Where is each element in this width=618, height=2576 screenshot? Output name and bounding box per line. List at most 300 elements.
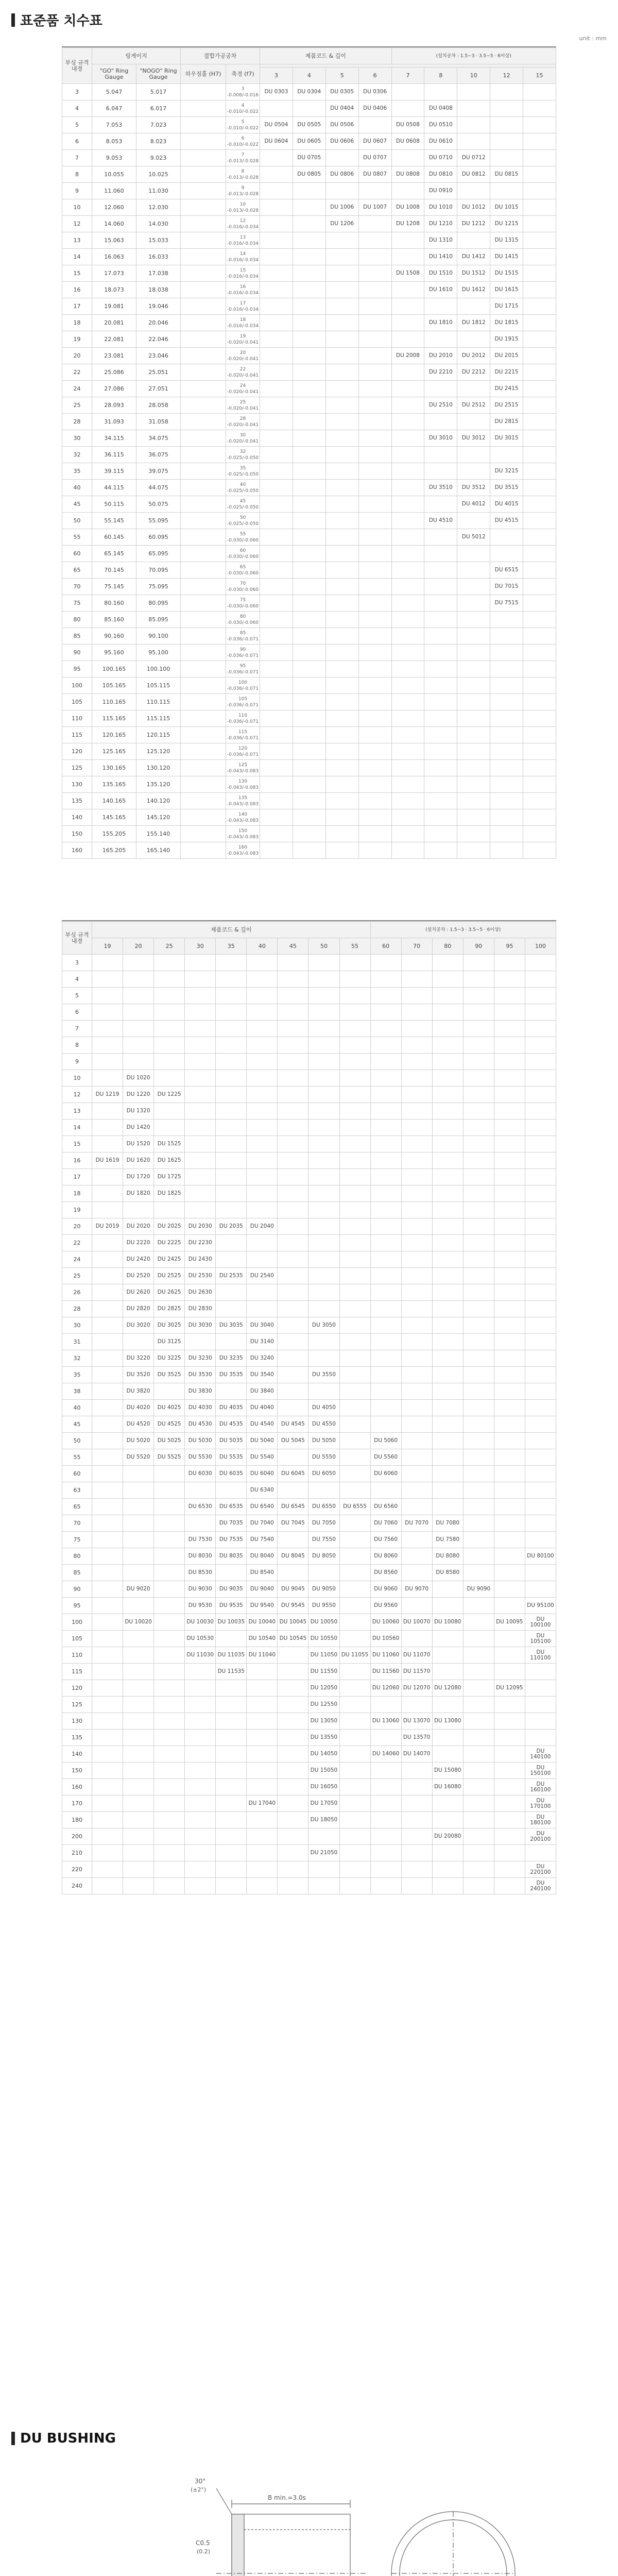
code-cell xyxy=(358,809,391,826)
code-cell xyxy=(92,1779,123,1795)
size-cell: 25 xyxy=(62,397,92,414)
code-cell xyxy=(339,1103,370,1120)
code-cell xyxy=(260,826,293,842)
code-cell: DU 7070 xyxy=(401,1515,432,1532)
code-cell xyxy=(293,579,325,595)
code-cell xyxy=(308,1004,339,1021)
code-cell xyxy=(463,1087,494,1103)
angle-sub: (±2°) xyxy=(191,2486,207,2493)
code-cell xyxy=(391,480,424,496)
code-cell xyxy=(523,694,556,710)
code-cell xyxy=(490,117,523,133)
code-cell xyxy=(401,1795,432,1812)
code-cell xyxy=(523,166,556,183)
code-cell xyxy=(260,677,293,694)
code-cell: DU 2210 xyxy=(424,364,457,381)
code-cell xyxy=(293,199,325,216)
code-cell xyxy=(185,1680,216,1697)
code-cell xyxy=(463,1482,494,1499)
code-cell xyxy=(525,1301,556,1317)
code-cell xyxy=(358,595,391,612)
code-cell xyxy=(185,1070,216,1087)
code-cell: DU 1412 xyxy=(457,249,490,265)
code-cell: DU 10070 xyxy=(401,1614,432,1631)
code-cell: DU 4530 xyxy=(185,1416,216,1433)
code-cell xyxy=(463,1120,494,1136)
code-cell xyxy=(432,1334,463,1350)
size-cell: 5 xyxy=(62,988,92,1004)
code-cell xyxy=(432,1251,463,1268)
code-cell xyxy=(339,1466,370,1482)
code-cell xyxy=(308,1301,339,1317)
code-cell xyxy=(463,1598,494,1614)
table-row xyxy=(62,809,556,826)
code-cell: DU 8045 xyxy=(278,1548,308,1565)
nogo-gauge-cell: 20.046 xyxy=(136,315,181,331)
code-cell xyxy=(401,1136,432,1153)
nogo-gauge-cell: 105.115 xyxy=(136,677,181,694)
code-cell xyxy=(308,1169,339,1185)
code-cell xyxy=(260,430,293,447)
code-cell: DU 1508 xyxy=(391,265,424,282)
code-cell xyxy=(494,1795,525,1812)
code-cell xyxy=(247,1103,278,1120)
code-cell xyxy=(247,1301,278,1317)
code-cell xyxy=(523,727,556,743)
code-cell: DU 105100 xyxy=(525,1631,556,1647)
code-cell xyxy=(457,232,490,249)
nogo-gauge-cell: 50.075 xyxy=(136,496,181,513)
code-cell xyxy=(278,1317,308,1334)
code-cell xyxy=(525,1730,556,1746)
code-cell xyxy=(523,562,556,579)
code-cell xyxy=(370,1284,401,1301)
code-cell xyxy=(494,988,525,1004)
code-cell xyxy=(494,1317,525,1334)
size-cell: 90 xyxy=(62,645,92,661)
code-cell xyxy=(358,364,391,381)
code-cell xyxy=(123,1631,154,1647)
nogo-gauge-cell: 70.095 xyxy=(136,562,181,579)
code-cell: DU 1720 xyxy=(123,1169,154,1185)
shaft-cell: 14 -0.016/-0.034 xyxy=(226,249,260,265)
size-cell: 150 xyxy=(62,1762,92,1779)
code-cell xyxy=(523,842,556,859)
size-cell: 3 xyxy=(62,84,92,100)
code-cell xyxy=(391,298,424,315)
code-cell: DU 1612 xyxy=(457,282,490,298)
code-cell xyxy=(401,1317,432,1334)
code-cell xyxy=(92,1746,123,1762)
code-cell xyxy=(123,1548,154,1565)
code-cell xyxy=(92,1845,123,1861)
code-cell: DU 1006 xyxy=(325,199,358,216)
code-cell xyxy=(325,265,358,282)
code-cell: DU 7040 xyxy=(247,1515,278,1532)
code-cell xyxy=(391,100,424,117)
code-cell xyxy=(523,183,556,199)
table-row xyxy=(62,1828,556,1845)
code-cell xyxy=(457,595,490,612)
code-cell xyxy=(401,971,432,988)
code-cell xyxy=(185,1103,216,1120)
code-cell: DU 1420 xyxy=(123,1120,154,1136)
code-cell xyxy=(457,183,490,199)
code-cell xyxy=(358,842,391,859)
code-cell: DU 1020 xyxy=(123,1070,154,1087)
code-cell xyxy=(391,381,424,397)
length-header: 70 xyxy=(401,938,432,955)
code-cell xyxy=(92,1433,123,1449)
code-cell xyxy=(424,298,457,315)
code-cell xyxy=(278,1532,308,1548)
size-cell: 14 xyxy=(62,249,92,265)
code-cell xyxy=(358,463,391,480)
code-cell xyxy=(216,1795,247,1812)
code-cell xyxy=(325,331,358,348)
go-gauge-cell: 18.073 xyxy=(92,282,136,298)
code-cell: DU 2225 xyxy=(154,1235,185,1251)
code-cell xyxy=(401,1383,432,1400)
code-cell xyxy=(325,628,358,645)
code-cell xyxy=(432,1070,463,1087)
bushing-drawing-svg xyxy=(62,2468,556,2576)
code-cell xyxy=(260,628,293,645)
code-cell: DU 7550 xyxy=(308,1532,339,1548)
code-cell xyxy=(247,1087,278,1103)
code-cell xyxy=(308,1482,339,1499)
code-cell xyxy=(92,1878,123,1894)
code-cell xyxy=(457,809,490,826)
code-cell xyxy=(216,1021,247,1037)
code-cell xyxy=(490,645,523,661)
code-cell xyxy=(401,1021,432,1037)
code-cell xyxy=(490,727,523,743)
code-cell xyxy=(278,1400,308,1416)
code-cell xyxy=(358,677,391,694)
code-cell xyxy=(494,1548,525,1565)
code-cell xyxy=(523,612,556,628)
code-cell xyxy=(278,1828,308,1845)
code-cell xyxy=(92,955,123,971)
table-row xyxy=(62,364,556,381)
length-header: 90 xyxy=(463,938,494,955)
housing-cell xyxy=(181,727,226,743)
code-cell xyxy=(432,1367,463,1383)
code-cell xyxy=(358,710,391,727)
code-cell xyxy=(339,1515,370,1532)
code-cell xyxy=(216,1070,247,1087)
code-cell: DU 1012 xyxy=(457,199,490,216)
code-cell xyxy=(401,1004,432,1021)
code-cell xyxy=(278,1482,308,1499)
code-cell: DU 3230 xyxy=(185,1350,216,1367)
housing-cell xyxy=(181,232,226,249)
table-row xyxy=(62,331,556,348)
code-cell xyxy=(523,809,556,826)
nogo-gauge-cell: 31.058 xyxy=(136,414,181,430)
code-cell xyxy=(260,694,293,710)
size-cell: 35 xyxy=(62,463,92,480)
code-cell xyxy=(424,743,457,760)
shaft-cell: 130 -0.043/-0.083 xyxy=(226,776,260,793)
code-cell xyxy=(391,150,424,166)
code-cell: DU 3010 xyxy=(424,430,457,447)
code-cell: DU 7060 xyxy=(370,1515,401,1532)
code-cell xyxy=(391,743,424,760)
size-cell: 100 xyxy=(62,1614,92,1631)
code-cell xyxy=(247,1251,278,1268)
code-cell: DU 0404 xyxy=(325,100,358,117)
code-cell: DU 0812 xyxy=(457,166,490,183)
code-cell xyxy=(325,743,358,760)
code-cell xyxy=(260,661,293,677)
code-cell xyxy=(216,1235,247,1251)
code-cell xyxy=(432,1482,463,1499)
size-cell: 30 xyxy=(62,1317,92,1334)
code-cell xyxy=(523,232,556,249)
code-cell xyxy=(525,1367,556,1383)
table-row xyxy=(62,1730,556,1746)
code-cell xyxy=(401,1037,432,1054)
code-cell xyxy=(92,1235,123,1251)
code-cell xyxy=(92,1367,123,1383)
shaft-cell: 3 -0.006/-0.016 xyxy=(226,84,260,100)
size-cell: 130 xyxy=(62,1713,92,1730)
code-cell xyxy=(523,282,556,298)
code-cell xyxy=(358,117,391,133)
code-cell xyxy=(278,1680,308,1697)
code-cell xyxy=(494,1828,525,1845)
size-cell: 20 xyxy=(62,1218,92,1235)
table-row xyxy=(62,166,556,183)
code-cell: DU 11055 xyxy=(339,1647,370,1664)
code-cell: DU 1520 xyxy=(123,1136,154,1153)
code-cell xyxy=(391,809,424,826)
shaft-cell: 55 -0.030/-0.060 xyxy=(226,529,260,546)
code-cell xyxy=(494,1878,525,1894)
code-cell xyxy=(92,1202,123,1218)
code-cell: DU 5040 xyxy=(247,1433,278,1449)
size-cell: 9 xyxy=(62,183,92,199)
code-cell xyxy=(92,1515,123,1532)
code-cell: DU 0504 xyxy=(260,117,293,133)
code-cell: DU 0304 xyxy=(293,84,325,100)
code-cell xyxy=(325,513,358,529)
table-row xyxy=(62,562,556,579)
nogo-gauge-cell: 28.058 xyxy=(136,397,181,414)
code-cell xyxy=(278,1383,308,1400)
code-cell: DU 9545 xyxy=(278,1598,308,1614)
table-row xyxy=(62,1301,556,1317)
code-cell xyxy=(401,1334,432,1350)
code-cell: DU 5050 xyxy=(308,1433,339,1449)
code-cell: DU 10050 xyxy=(308,1614,339,1631)
code-cell xyxy=(308,1037,339,1054)
size-cell: 15 xyxy=(62,265,92,282)
go-gauge-cell: 140.165 xyxy=(92,793,136,809)
code-cell xyxy=(216,1136,247,1153)
housing-cell xyxy=(181,496,226,513)
table-row xyxy=(62,579,556,595)
code-cell xyxy=(260,513,293,529)
nogo-gauge-cell: 95.100 xyxy=(136,645,181,661)
shaft-cell: 150 -0.043/-0.083 xyxy=(226,826,260,842)
size-cell: 140 xyxy=(62,1746,92,1762)
code-cell xyxy=(358,232,391,249)
code-cell xyxy=(432,1021,463,1037)
code-cell xyxy=(463,1301,494,1317)
shaft-cell: 95 -0.036/-0.071 xyxy=(226,661,260,677)
code-cell xyxy=(260,315,293,331)
size-cell: 80 xyxy=(62,1548,92,1565)
code-cell xyxy=(92,1680,123,1697)
code-cell xyxy=(92,1317,123,1334)
code-cell xyxy=(293,282,325,298)
table-row xyxy=(62,1631,556,1647)
code-cell: DU 3030 xyxy=(185,1317,216,1334)
code-cell xyxy=(247,1697,278,1713)
size-cell: 16 xyxy=(62,1153,92,1169)
code-cell xyxy=(494,1185,525,1202)
code-cell: DU 4015 xyxy=(490,496,523,513)
code-cell xyxy=(92,1054,123,1070)
table-row xyxy=(62,1680,556,1697)
code-cell xyxy=(432,971,463,988)
code-cell: DU 13570 xyxy=(401,1730,432,1746)
code-cell xyxy=(293,612,325,628)
shaft-cell: 32 -0.025/-0.050 xyxy=(226,447,260,463)
code-cell xyxy=(523,710,556,727)
shaft-cell: 7 -0.013/-0.028 xyxy=(226,150,260,166)
code-cell xyxy=(401,1861,432,1878)
code-cell: DU 2425 xyxy=(154,1251,185,1268)
code-cell xyxy=(154,1598,185,1614)
housing-cell xyxy=(181,364,226,381)
code-cell xyxy=(401,1185,432,1202)
code-cell xyxy=(339,1746,370,1762)
code-cell: DU 10035 xyxy=(216,1614,247,1631)
code-cell: DU 10540 xyxy=(247,1631,278,1647)
code-cell xyxy=(370,955,401,971)
code-cell xyxy=(216,1482,247,1499)
code-cell xyxy=(278,1730,308,1746)
code-cell xyxy=(154,1482,185,1499)
code-cell xyxy=(308,1235,339,1251)
nogo-gauge-cell: 110.115 xyxy=(136,694,181,710)
code-cell xyxy=(391,793,424,809)
code-cell xyxy=(293,414,325,430)
code-cell xyxy=(278,1350,308,1367)
code-cell: DU 1619 xyxy=(92,1153,123,1169)
code-cell: DU 80100 xyxy=(525,1548,556,1565)
code-cell xyxy=(463,1828,494,1845)
size-cell: 20 xyxy=(62,348,92,364)
code-cell xyxy=(123,1762,154,1779)
code-cell: DU 200100 xyxy=(525,1828,556,1845)
housing-cell xyxy=(181,760,226,776)
code-cell xyxy=(339,1779,370,1795)
code-cell xyxy=(358,793,391,809)
code-cell xyxy=(92,1499,123,1515)
code-cell xyxy=(457,579,490,595)
size-cell: 28 xyxy=(62,414,92,430)
housing-cell xyxy=(181,710,226,727)
code-cell: DU 9560 xyxy=(370,1598,401,1614)
code-cell xyxy=(325,183,358,199)
code-cell xyxy=(325,381,358,397)
code-cell: DU 3035 xyxy=(216,1317,247,1334)
code-cell xyxy=(278,1021,308,1037)
housing-cell xyxy=(181,628,226,645)
code-cell xyxy=(358,430,391,447)
code-cell: DU 5035 xyxy=(216,1433,247,1449)
code-cell xyxy=(293,331,325,348)
code-cell xyxy=(216,1878,247,1894)
code-cell xyxy=(494,1730,525,1746)
code-cell xyxy=(293,463,325,480)
code-cell xyxy=(185,1120,216,1136)
code-cell xyxy=(432,1202,463,1218)
code-cell xyxy=(154,1631,185,1647)
code-cell xyxy=(358,628,391,645)
housing-cell xyxy=(181,84,226,100)
size-cell: 26 xyxy=(62,1284,92,1301)
table-row xyxy=(62,1350,556,1367)
code-cell xyxy=(123,1004,154,1021)
code-cell: DU 18050 xyxy=(308,1812,339,1828)
code-cell xyxy=(494,1235,525,1251)
code-cell xyxy=(123,1021,154,1037)
code-cell: DU 0808 xyxy=(391,166,424,183)
size-cell: 200 xyxy=(62,1828,92,1845)
table-row xyxy=(62,1466,556,1482)
code-cell xyxy=(92,1070,123,1087)
code-cell xyxy=(92,1548,123,1565)
code-cell xyxy=(358,694,391,710)
code-cell xyxy=(432,1664,463,1680)
code-cell xyxy=(154,1202,185,1218)
code-cell xyxy=(92,1268,123,1284)
code-cell: DU 4510 xyxy=(424,513,457,529)
code-cell xyxy=(260,414,293,430)
table-row xyxy=(62,249,556,265)
table-row xyxy=(62,1054,556,1070)
code-cell xyxy=(358,183,391,199)
code-cell xyxy=(391,562,424,579)
code-cell: DU 10530 xyxy=(185,1631,216,1647)
code-cell xyxy=(92,1614,123,1631)
code-cell: DU 2010 xyxy=(424,348,457,364)
table-row xyxy=(62,1433,556,1449)
size-cell: 19 xyxy=(62,1202,92,1218)
code-cell: DU 13060 xyxy=(370,1713,401,1730)
shaft-cell: 140 -0.043/-0.083 xyxy=(226,809,260,826)
code-cell: DU 3050 xyxy=(308,1317,339,1334)
size-cell: 22 xyxy=(62,364,92,381)
code-cell xyxy=(494,1367,525,1383)
code-cell: DU 150100 xyxy=(525,1762,556,1779)
code-cell xyxy=(457,84,490,100)
housing-cell xyxy=(181,117,226,133)
code-cell xyxy=(494,1136,525,1153)
code-cell xyxy=(325,612,358,628)
code-cell xyxy=(339,1828,370,1845)
length-header: 55 xyxy=(339,938,370,955)
code-cell xyxy=(247,1713,278,1730)
code-cell xyxy=(401,988,432,1004)
code-cell xyxy=(401,1845,432,1861)
